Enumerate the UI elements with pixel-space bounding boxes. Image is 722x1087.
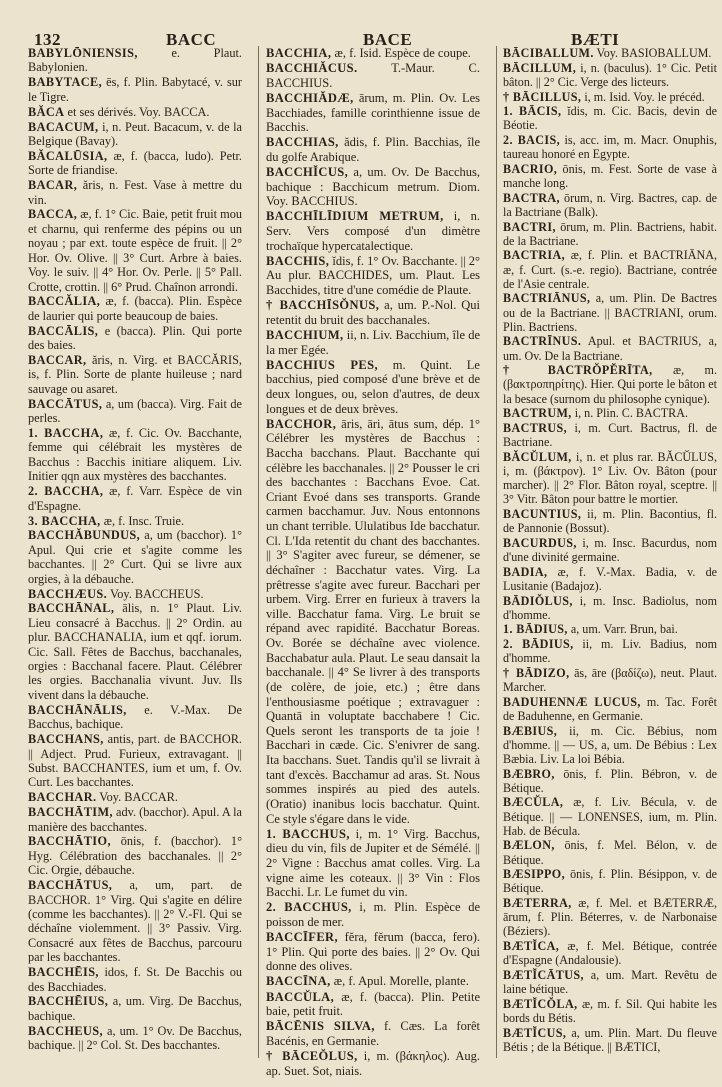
headword: BACTRUS, — [503, 420, 568, 435]
dictionary-entry — [503, 939, 717, 967]
definition: ōnis, f. Mel. Bélon, v. de Bétique. — [503, 838, 717, 867]
dictionary-entry — [503, 46, 717, 60]
headword: BABYLŌNIENSIS, — [28, 46, 138, 60]
headword: BÆTĬCŎLA, — [503, 996, 578, 1011]
definition: a, um. Virg. De Bacchus, bachique. — [28, 994, 242, 1023]
column-divider — [258, 46, 259, 1058]
definition: ii, n. Liv. Bacchium, île de la mer Egée. — [266, 327, 480, 357]
headword: BACCHIUM, — [266, 327, 344, 342]
definition: a, um. Plin. Mart. Du fleuve Bétis ; de la Bétique. || BÆTICI, — [503, 1025, 717, 1054]
headword: BADIA, — [503, 564, 548, 579]
dictionary-entry — [28, 601, 242, 702]
dictionary-entry — [266, 358, 480, 417]
headword: BÆTĬCUS, — [503, 1025, 567, 1040]
headword: BACCĪFER, — [266, 930, 339, 944]
headword: BACCĂLIA, — [28, 294, 101, 309]
definition: ăris, n. Virg. et BACCĂRIS, is, f. Plin. Sorte de plante huileuse ; nard sauvage ou asaret. — [28, 353, 242, 396]
dictionary-entry — [266, 298, 480, 327]
definition: i, n. et plus rar. BĂCŬLUS, i, m. (βάκτρον). 1° Liv. Ov. Bâton (pour marcher). || 2° Flor. Bâton royal, sceptre. || 3° Vitr. Bâton pour battre le mortier. — [503, 449, 717, 507]
dictionary-entry — [266, 990, 480, 1019]
definition: æ, f. Liv. Bécula, v. de Bétique. || — LONENSES, ium, m. Plin. Hab. de Bécula. — [503, 795, 717, 838]
dictionary-entry — [28, 120, 242, 149]
headword: BĀCILLUM, — [503, 60, 577, 75]
headword: BACCA, — [28, 207, 78, 222]
headword: BACUNTIUS, — [503, 507, 582, 521]
dictionary-entry — [503, 795, 717, 838]
headword: BACCHĀTIO, — [28, 834, 111, 849]
headword: BADUHENNÆ LUCUS, — [503, 694, 641, 709]
definition: ădis, f. Plin. Bacchias, île du golfe Arabique. — [266, 135, 480, 164]
dictionary-entry — [28, 105, 242, 119]
definition: ĭdis, f. 1° Ov. Bacchante. || 2° Au plur. BACCHIDES, um. Plaut. Les Bacchides, titre d'une comédie de Plaute. — [266, 253, 480, 297]
definition: Voy. BACCHEUS. — [107, 586, 204, 601]
headword: BÆLON, — [503, 838, 555, 853]
headword: BACTRUM, — [503, 406, 572, 421]
definition: æ, f. (bacca, ludo). Petr. Sorte de friandise. — [28, 148, 242, 178]
definition: æ, f. Plin. et BACTRIĀNA, æ, f. Curt. (s.-e. regio). Bactriane, contrée de l'Asie centrale. — [503, 248, 717, 291]
definition: e (bacca). Plin. Qui porte des baies. — [28, 323, 242, 353]
dictionary-entry — [266, 254, 480, 298]
dictionary-entry — [503, 968, 717, 996]
dictionary-entry — [266, 91, 480, 135]
dictionary-entry — [503, 162, 717, 190]
dictionary-entry — [28, 587, 242, 601]
dictionary-entry — [503, 724, 717, 767]
dictionary-entry — [28, 790, 242, 804]
dictionary-entry — [503, 867, 717, 895]
definition: e. Plaut. Babylonien. — [28, 46, 242, 75]
dictionary-entry — [266, 417, 480, 827]
dictionary-entry — [503, 997, 717, 1025]
dictionary-entry — [266, 974, 480, 989]
headword: BACCHOR, — [266, 416, 337, 431]
headword: BACCHIUS PES, — [266, 357, 379, 372]
headword: BACCHIAS, — [266, 135, 339, 150]
definition: ōrum, n. Virg. Bactres, cap. de la Bactriane (Balk). — [503, 190, 717, 219]
dictionary-entry — [503, 450, 717, 507]
dictionary-entry — [28, 514, 242, 528]
definition: æ, f. Cic. Ov. Bacchante, femme qui célébrait les mystères de Bacchus : Bacchis initiare aliquem. Liv. Initier qqn aux mystères des bacchantes. — [28, 426, 242, 484]
definition: ārum, m. Plin. Ov. Les Bacchiades, famille corinthienne issue de Bacchis. — [266, 90, 480, 135]
headword: BACCHIĂCUS. — [266, 61, 358, 76]
headword: BACCHĂBUNDUS, — [28, 528, 141, 543]
headword: BACCAR, — [28, 353, 87, 368]
headword: BACCHEUS, — [28, 1023, 104, 1038]
definition: æ, f. (bacca). Plin. Espèce de laurier qui porte beaucoup de baies. — [28, 294, 242, 323]
headword: BACCHĀTUS, — [28, 878, 113, 893]
dictionary-entry — [503, 637, 717, 665]
definition: i, m. Isid. Voy. le précéd. — [581, 89, 705, 104]
dictionary-entry — [503, 767, 717, 795]
dictionary-entry — [266, 328, 480, 357]
dictionary-entry — [503, 133, 717, 161]
dictionary-entry — [28, 1024, 242, 1053]
definition: ii, m. Cic. Bébius, nom d'homme. || — US, a, um. De Bébius : Lex Bæbia. Liv. La loi Bébia. — [503, 723, 717, 766]
dictionary-entry — [266, 46, 480, 61]
headword: BACCĀLIS, — [28, 323, 99, 338]
headword: BACCHĒIUS, — [28, 994, 109, 1009]
definition: f. Cæs. La forêt Bacénis, en Germanie. — [266, 1019, 481, 1048]
headword: BACTRIA, — [503, 248, 565, 263]
dictionary-entry — [503, 104, 717, 132]
headword: BACRIO, — [503, 161, 558, 176]
dictionary-entry — [266, 165, 480, 209]
dictionary-entry — [28, 178, 242, 207]
headword: BACCŬLA, — [266, 989, 335, 1004]
headword: BACTRI, — [503, 219, 556, 234]
dictionary-entry — [503, 594, 717, 622]
dictionary-entry — [503, 421, 717, 449]
headword: BÆBIUS, — [503, 723, 558, 738]
dictionary-column-2 — [266, 46, 480, 1079]
dictionary-column-1 — [28, 46, 242, 1053]
definition: fĕra, fĕrum (bacca, fero). 1° Plin. Qui porte des baies. || 2° Ov. Qui donne des olives. — [266, 930, 480, 974]
definition: ōnis, f. (bacchor). 1° Hyg. Célébration des bacchanales. || 2° Cic. Orgie, débauche. — [28, 834, 242, 878]
definition: ālis, n. 1° Plaut. Liv. Lieu consacré à Bacchus. || 2° Ordin. au plur. BACCHANALIA, ium et qqf. iorum. Cic. Sall. Fêtes de Bacchus, bacchanales, orgies : Bacchanal facere. Plaut. Célébrer les orgies. Bacchanalia vivunt. Juv. Ils vivent dans la débauche. — [28, 601, 242, 702]
dictionary-entry — [503, 406, 717, 420]
headword: BACCHAR. — [28, 790, 97, 805]
headword: 1. BACCHA, — [28, 426, 104, 441]
dictionary-entry — [503, 220, 717, 248]
dictionary-entry — [503, 695, 717, 723]
definition: ēs, f. Plin. Babytacé, v. sur le Tigre. — [28, 75, 242, 104]
dictionary-entry — [266, 930, 480, 974]
dictionary-entry — [28, 703, 242, 732]
definition: ās, āre (βαδίζω), neut. Plaut. Marcher. — [503, 665, 717, 695]
dictionary-entry — [28, 353, 242, 396]
definition: T.-Maur. C. BACCHIUS. — [266, 61, 480, 90]
dictionary-entry — [503, 666, 717, 694]
dictionary-entry — [28, 426, 242, 484]
headword: BACCĪNA, — [266, 974, 331, 989]
headword: BACCHĀNAL, — [28, 601, 115, 616]
dictionary-entry — [503, 507, 717, 535]
headword: † BACCHĪSŎNUS, — [266, 298, 380, 313]
headword: BACURDUS, — [503, 535, 577, 550]
definition: i, m. Insc. Badiolus, nom d'homme. — [503, 593, 717, 622]
headword: BACCHÆUS. — [28, 586, 108, 601]
definition: æ, f. Apul. Morelle, plante. — [330, 974, 469, 989]
dictionary-entry — [503, 61, 717, 89]
headword: BABYTACE, — [28, 75, 103, 90]
definition: ōrum, m. Plin. Bactriens, habit. de la Bactriane. — [503, 219, 717, 248]
dictionary-entry — [503, 90, 717, 104]
headword: BACTRĪNUS. — [503, 334, 582, 349]
headword: BACCHĒIS, — [28, 965, 99, 980]
headword: † BACTRŎPĔRĪTA, — [503, 363, 653, 378]
dictionary-entry — [28, 207, 242, 293]
dictionary-entry — [266, 61, 480, 90]
definition: a, um. Ov. De Bacchus, bachique : Bacchicum metrum. Diom. Voy. BACCHIUS. — [266, 165, 480, 209]
dictionary-entry — [28, 805, 242, 834]
headword: BĀDIŎLUS, — [503, 593, 573, 608]
headword: BACCHĪLĪDIUM METRUM, — [266, 209, 444, 224]
headword: † BĀCEŎLUS, — [266, 1049, 358, 1063]
headword: BÆTERRA, — [503, 896, 572, 911]
headword: BACCHANS, — [28, 732, 104, 747]
definition: a, um. 1° Ov. De Bacchus, bachique. || 2° Col. St. Des bacchantes. — [28, 1023, 242, 1053]
dictionary-entry — [266, 135, 480, 164]
headword: 2. BACIS, — [503, 133, 561, 148]
definition: ōnis, f. Plin. Bésippon, v. de Bétique. — [503, 867, 717, 896]
definition: m. Quint. Le bacchius, pied composé d'une brève et de deux longues, ou, selon d'autres, de deux longues et de deux brèves. — [266, 357, 480, 416]
center-guide-word: BACE — [363, 30, 413, 49]
page-number: 132 — [34, 30, 61, 49]
headword: BĂCALŪSIA, — [28, 148, 108, 163]
definition: ăris, n. Fest. Vase à mettre du vin. — [28, 178, 242, 207]
definition: ĭdis, m. Cic. Bacis, devin de Béotie. — [503, 104, 717, 133]
headword: 1. BĀDIUS, — [503, 622, 568, 637]
headword: 1. BĀCIS, — [503, 104, 562, 119]
definition: æ, f. Varr. Espèce de vin d'Espagne. — [28, 484, 242, 513]
headword: 1. BACCHUS, — [266, 826, 350, 841]
definition: adv. (bacchor). Apul. A la manière des bacchantes. — [28, 805, 242, 834]
column-divider — [496, 46, 497, 1058]
headword: BÆSIPPO, — [503, 867, 565, 882]
dictionary-entry — [266, 1049, 480, 1078]
headword: BACAR, — [28, 178, 78, 193]
definition: æ, f. Mel. Bétique, contrée d'Espagne (Andalousie). — [503, 939, 717, 968]
headword: BACCHĀTIM, — [28, 805, 113, 820]
headword: † BĀCILLUS, — [503, 89, 582, 104]
definition: e. V.-Max. De Bacchus, bachique. — [28, 702, 242, 732]
definition: æ, f. Mel. et BÆTERRÆ, ārum, f. Plin. Béterres, v. de Narbonaise (Béziers). — [503, 896, 717, 939]
dictionary-entry — [503, 565, 717, 593]
page-header — [0, 0, 722, 49]
definition: is, acc. im, m. Macr. Onuphis, taureau honoré en Egypte. — [503, 133, 717, 162]
headword: BĂCŬLUM, — [503, 449, 572, 464]
dictionary-entry — [503, 536, 717, 564]
dictionary-entry — [503, 191, 717, 219]
definition: Voy. BASIOBALLUM. — [593, 46, 712, 60]
headword: † BĀDIZO, — [503, 665, 570, 680]
headword: BACCHIĂDÆ, — [266, 90, 354, 105]
dictionary-entry — [28, 994, 242, 1023]
definition: æ, m. (βακτροπηρίτης). Hier. Qui porte le bâton et la besace (surnom du philosophe cynique). — [503, 363, 717, 406]
definition: æ, f. Isid. Espèce de coupe. — [331, 46, 471, 60]
headword: BĀCĒNIS SILVA, — [266, 1019, 375, 1034]
definition: i, n. Peut. Bacacum, v. de la Belgique (Bavay). — [28, 119, 242, 148]
definition: ii, m. Liv. Badius, nom d'homme. — [503, 637, 717, 666]
headword: BACCHĀNĀLIS, — [28, 702, 127, 717]
definition: a, um. Mart. Revêtu de laine bétique. — [503, 968, 717, 997]
definition: æ, f. Insc. Truie. — [100, 513, 185, 528]
dictionary-entry — [266, 1019, 480, 1048]
headword: BĀCIBALLUM. — [503, 46, 594, 60]
definition: et ses dérivés. Voy. BACCA. — [64, 104, 210, 119]
dictionary-entry — [28, 397, 242, 426]
definition: i, m. (βάκηλος). Aug. ap. Suet. Sot, niais. — [266, 1049, 480, 1078]
dictionary-entry — [28, 834, 242, 877]
headword: BĂCA — [28, 104, 65, 119]
definition: i, m. Insc. Bacurdus, nom d'une divinité germaine. — [503, 535, 717, 565]
dictionary-entry — [28, 732, 242, 790]
dictionary-entry — [266, 827, 480, 900]
dictionary-entry — [28, 965, 242, 994]
dictionary-entry — [503, 1026, 717, 1054]
definition: i, n. Plin. C. BACTRA. — [571, 406, 688, 421]
headword: BACTRIĀNUS, — [503, 291, 591, 306]
definition: i, m. Plin. Espèce de poisson de mer. — [266, 900, 480, 929]
dictionary-entry — [503, 838, 717, 866]
headword: 2. BACCHA, — [28, 484, 104, 499]
headword: BÆTĬCA, — [503, 939, 560, 954]
definition: antis, part. de BACCHOR. || Adject. Prud. Furieux, extravagant. || Subst. BACCHANTES, ium et um, f. Ov. Curt. Les bacchantes. — [28, 732, 242, 790]
definition: æ, f. (bacca). Plin. Petite baie, petit fruit. — [266, 989, 480, 1019]
definition: æ, f. 1° Cic. Baie, petit fruit mou et charnu, qui renferme des pépins ou un noyau ; par ext. toute espèce de fruit. || 2° Hor. Ov. Olive. || 3° Curt. Arbre à baies. Voy. le suiv. || 4° Hor. Ov. Perle. || 5° Pall. Crotte, crottin. || 6° Prud. Chaînon arrondi. — [28, 207, 242, 294]
dictionary-entry — [503, 622, 717, 636]
definition: āris, āri, ātus sum, dép. 1° Célébrer les mystères de Bacchus : Baccha bacchans. Plaut. Bacchante qui célèbre les bacchanales. || 2° Pousser le cri des bacchantes : Bacchans Evoe. Cat. Criant Evoé dans ses transports. Grande carmen bacchamur. Juv. Nous entonnons un chant terrible. Ululatibus Ide bacchatur. Cl. L'Ida retentit du chant des bacchantes. || 3° S'agiter avec fureur, se démener, se déchaîner : Bacchatur vates. Virg. La prêtresse s'agite avec fureur. Bacchari per urbem. Virg. Errer en furieux à travers la ville. Bacchatur fama. Virg. Le bruit se répand avec rapidité. Bacchatur Boreas. Ov. Borée se déchaîne avec violence. Bacchabatur aula. Plaut. Le seau dansait la bacchanale. || 4° Se livrer à des transports (de colère, de joie, etc.) ; être dans l'enthousiasme poétique ; extravaguer : Quantā in voluptate bacchabere ! Cic. Quels seront les transports de ta joie ! Bacchari in cæde. Cic. S'enivrer de sang. Ita bacchans. Suet. Tandis qu'il se livrait à tant d'excès. Bacchamur ad aras. St. Nous sommes inspirés au pied des autels. (Oratio) inanibus locis bacchatur. Quint. Ce style s'égare dans le vide. — [266, 416, 480, 826]
definition: a, um (bacchor). 1° Apul. Qui crie et s'agite comme les bacchantes. || 2° Curt. Qui se livre aux orgies, à la débauche. — [28, 528, 242, 586]
headword: BÆCŬLA, — [503, 795, 564, 810]
headword: 2. BACCHUS, — [266, 900, 352, 915]
definition: ōnis, m. Fest. Sorte de vase à manche long. — [503, 161, 717, 191]
definition: m. Tac. Forêt de Baduhenne, en Germanie. — [503, 694, 717, 723]
dictionary-entry — [503, 248, 717, 291]
definition: a, um. Varr. Brun, bai. — [567, 622, 678, 637]
dictionary-entry — [266, 900, 480, 929]
definition: a, um. P.-Nol. Qui retentit du bruit des bacchanales. — [266, 298, 480, 327]
dictionary-entry — [28, 484, 242, 513]
left-guide-word: BACC — [166, 30, 217, 49]
dictionary-entry — [28, 294, 242, 323]
headword: BACTRA, — [503, 190, 560, 205]
definition: i, n. Serv. Vers composé d'un dimètre trochaïque hypercatalectique. — [266, 209, 480, 253]
headword: 3. BACCHA, — [28, 513, 101, 528]
dictionary-column-3 — [503, 46, 717, 1055]
dictionary-entry — [503, 291, 717, 334]
dictionary-entry — [503, 363, 717, 406]
dictionary-entry — [28, 324, 242, 353]
dictionary-entry — [28, 878, 242, 964]
definition: i, n. (baculus). 1° Cic. Petit bâton. || 2° Cic. Verge des licteurs. — [503, 60, 717, 89]
definition: a, um. Plin. De Bactres ou de la Bactriane. || BACTRIANI, orum. Plin. Bactriens. — [503, 291, 717, 334]
headword: BACCHIS, — [266, 253, 330, 268]
definition: idos, f. St. De Bacchis ou des Bacchiades. — [28, 965, 242, 994]
definition: Apul. et BACTRIUS, a, um. Ov. De la Bactriane. — [503, 334, 717, 363]
definition: æ, f. V.-Max. Badia, v. de Lusitanie (Badajoz). — [503, 564, 717, 593]
dictionary-entry — [28, 149, 242, 178]
definition: a, um, part. de BACCHOR. 1° Virg. Qui s'agite en délire (comme les bacchantes). || 2° V.-Fl. Qui se déchaîne violemment. || 3° Passiv. Virg. Consacré aux fêtes de Bacchus, parcouru par les bacchantes. — [28, 878, 242, 965]
definition: i, m. Curt. Bactrus, fl. de Bactriane. — [503, 420, 717, 450]
dictionary-entry — [28, 75, 242, 104]
dictionary-entry — [266, 209, 480, 253]
right-guide-word: BÆTI — [571, 30, 620, 49]
headword: BÆTĬCĀTUS, — [503, 968, 584, 982]
dictionary-entry — [28, 528, 242, 586]
definition: ōnis, f. Plin. Bébron, v. de Bétique. — [503, 766, 717, 795]
definition: a, um (bacca). Virg. Fait de perles. — [28, 396, 242, 426]
headword: 2. BĀDIUS, — [503, 637, 574, 652]
dictionary-entry — [503, 334, 717, 362]
headword: BACACUM, — [28, 119, 99, 134]
headword: BACCHĬCUS, — [266, 165, 349, 179]
dictionary-entry — [28, 46, 242, 75]
definition: æ, m. f. Sil. Qui habite les bords du Bétis. — [503, 996, 717, 1026]
definition: ii, m. Plin. Bacontius, fl. de Pannonie (Bossut). — [503, 507, 717, 536]
dictionary-entry — [503, 896, 717, 939]
headword: BÆBRO, — [503, 766, 555, 781]
headword: BACCHIA, — [266, 46, 332, 60]
headword: BACCĀTUS, — [28, 396, 103, 411]
definition: Voy. BACCAR. — [96, 790, 178, 805]
definition: i, m. 1° Virg. Bacchus, dieu du vin, fils de Jupiter et de Sémélé. || 2° Vigne : Bacchus amat colles. Virg. La vigne aime les coteaux. || 3° Vin : Flos Bacchi. Lr. Le fumet du vin. — [266, 826, 480, 900]
